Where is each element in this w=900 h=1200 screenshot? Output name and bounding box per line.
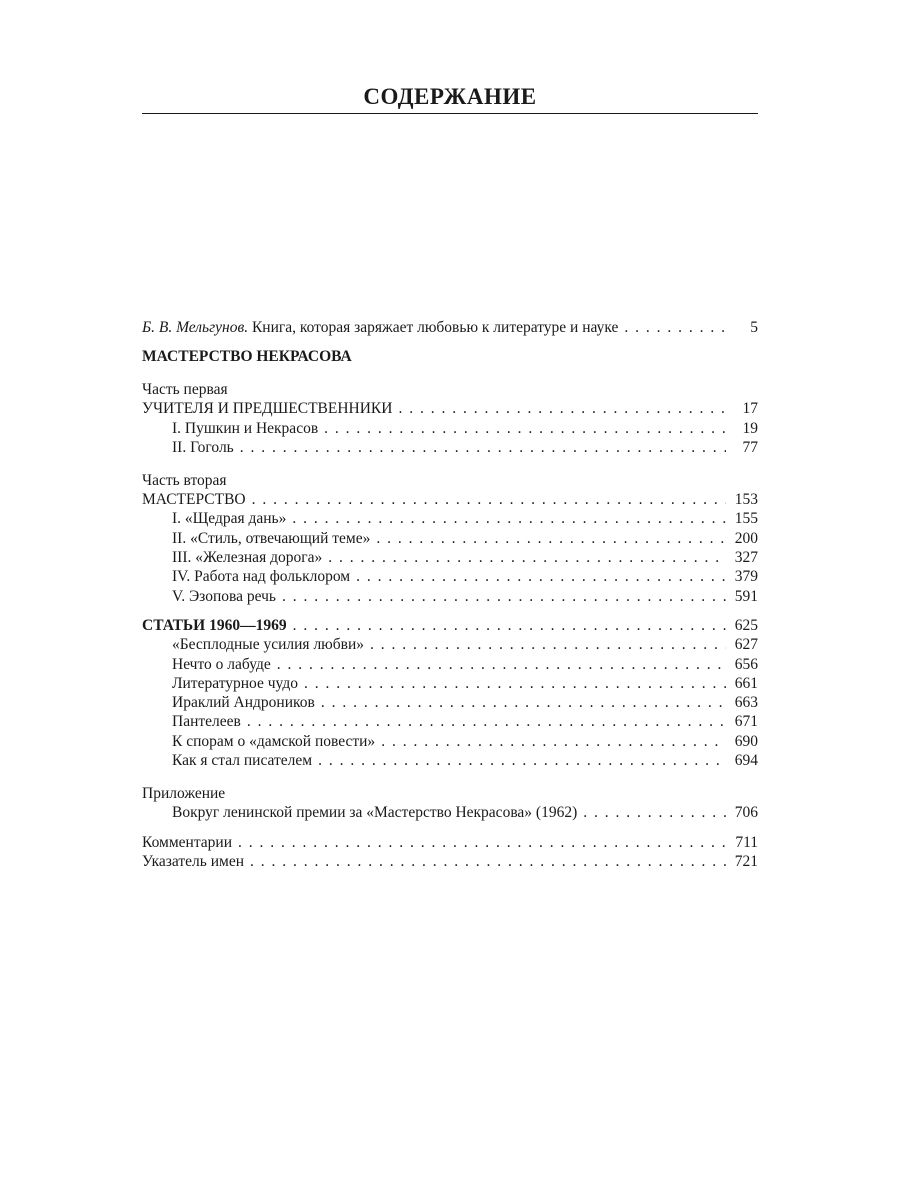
dot-leader [624,318,726,337]
toc-entry-title: Комментарии [142,833,232,851]
toc-entry-title: «Бесплодные усилия любви» [172,636,365,654]
toc-entry[interactable] [142,529,758,548]
toc-entry-articles[interactable] [142,616,758,635]
toc-entry-author: Б. В. Мельгунов. [142,319,249,336]
dot-leader [321,693,726,712]
toc-entry-title: Пантелеев [172,713,241,731]
dot-leader [252,490,726,509]
toc-entry-title: Нечто о лабуде [172,655,271,673]
toc-entry-page: 200 [734,529,758,547]
appendix-label: Приложение [142,785,226,803]
part-label-first: Часть первая [142,381,228,399]
toc-entry-title: III. «Железная дорога» [172,549,323,567]
toc-entry-title: Вокруг ленинской премии за «Мастерство Некрасова» (1962) [172,804,578,822]
toc-entry-title: IV. Работа над фольклором [172,568,351,586]
toc-entry[interactable] [142,693,758,712]
title-divider [142,113,758,114]
toc-entry-part1[interactable] [142,399,758,418]
toc-entry-title: I. «Щедрая дань» [172,510,287,528]
toc-entry-page: 711 [735,833,758,851]
toc-entry-title: СТАТЬИ 1960—1969 [142,616,287,634]
dot-leader [292,509,726,528]
dot-leader [398,399,726,418]
toc-entry-title: Указатель имен [142,852,244,870]
toc-entry-page: 153 [734,491,758,509]
dot-leader [381,732,726,751]
toc-entry-name-index[interactable] [142,852,758,871]
page-title: СОДЕРЖАНИЕ [363,84,537,109]
toc-entry-title: Б. В. Мельгунов. Книга, которая заряжает любовью к литературе и науке [142,319,619,336]
dot-leader [247,712,726,731]
toc-entry-title: V. Эзопова речь [172,587,276,605]
dot-leader [250,852,726,871]
dot-leader [324,419,726,438]
table-of-contents [142,318,758,871]
dot-leader [277,655,726,674]
toc-entry-title: К спорам о «дамской повести» [172,732,376,750]
toc-entry-intro[interactable] [142,318,758,337]
toc-entry-page: 591 [734,587,758,605]
dot-leader [356,567,726,586]
toc-entry-page: 690 [734,732,758,750]
toc-entry[interactable] [142,587,758,606]
toc-entry[interactable] [142,548,758,567]
toc-entry-page: 379 [734,568,758,586]
dot-leader [238,833,726,852]
toc-entry-page: 627 [734,636,758,654]
toc-entry[interactable] [142,635,758,654]
toc-entry-page: 625 [734,616,758,634]
section-heading-masterstvo-nekrasova: МАСТЕРСТВО НЕКРАСОВА [142,348,352,366]
toc-entry[interactable] [142,751,758,770]
toc-entry-title: Как я стал писателем [172,752,313,770]
toc-entry-part2[interactable] [142,490,758,509]
toc-entry-page: 671 [734,713,758,731]
toc-entry[interactable] [142,803,758,822]
toc-entry[interactable] [142,567,758,586]
toc-entry-page: 155 [734,510,758,528]
toc-entry-page: 17 [742,400,758,418]
toc-entry-title: МАСТЕРСТВО [142,491,246,509]
toc-entry-title: I. Пушкин и Некрасов [172,419,319,437]
toc-entry-page: 694 [734,752,758,770]
toc-entry[interactable] [142,655,758,674]
toc-entry-title: Ираклий Андроников [172,694,315,712]
toc-entry-title: II. Гоголь [172,438,234,456]
toc-entry[interactable] [142,438,758,457]
toc-entry[interactable] [142,732,758,751]
toc-entry-comments[interactable] [142,833,758,852]
toc-entry-page: 721 [734,852,758,870]
toc-entry-title: УЧИТЕЛЯ И ПРЕДШЕСТВЕННИКИ [142,400,393,418]
toc-entry-page: 706 [734,804,758,822]
toc-entry-page: 77 [742,438,758,456]
toc-entry[interactable] [142,419,758,438]
dot-leader [370,635,726,654]
dot-leader [293,616,726,635]
dot-leader [240,438,726,457]
toc-entry-title: II. «Стиль, отвечающий теме» [172,529,371,547]
toc-entry[interactable] [142,674,758,693]
toc-entry-page: 656 [734,655,758,673]
dot-leader [304,674,726,693]
dot-leader [282,587,726,606]
toc-entry[interactable] [142,712,758,731]
part-label-second: Часть вторая [142,472,227,490]
dot-leader [376,529,726,548]
toc-entry-page: 663 [734,694,758,712]
toc-entry-page: 5 [750,319,758,336]
toc-entry[interactable] [142,509,758,528]
toc-entry-title: Литературное чудо [172,674,298,692]
dot-leader [328,548,726,567]
toc-entry-page: 327 [734,549,758,567]
dot-leader [318,751,726,770]
toc-entry-page: 661 [734,674,758,692]
toc-entry-page: 19 [742,419,758,437]
dot-leader [583,803,726,822]
